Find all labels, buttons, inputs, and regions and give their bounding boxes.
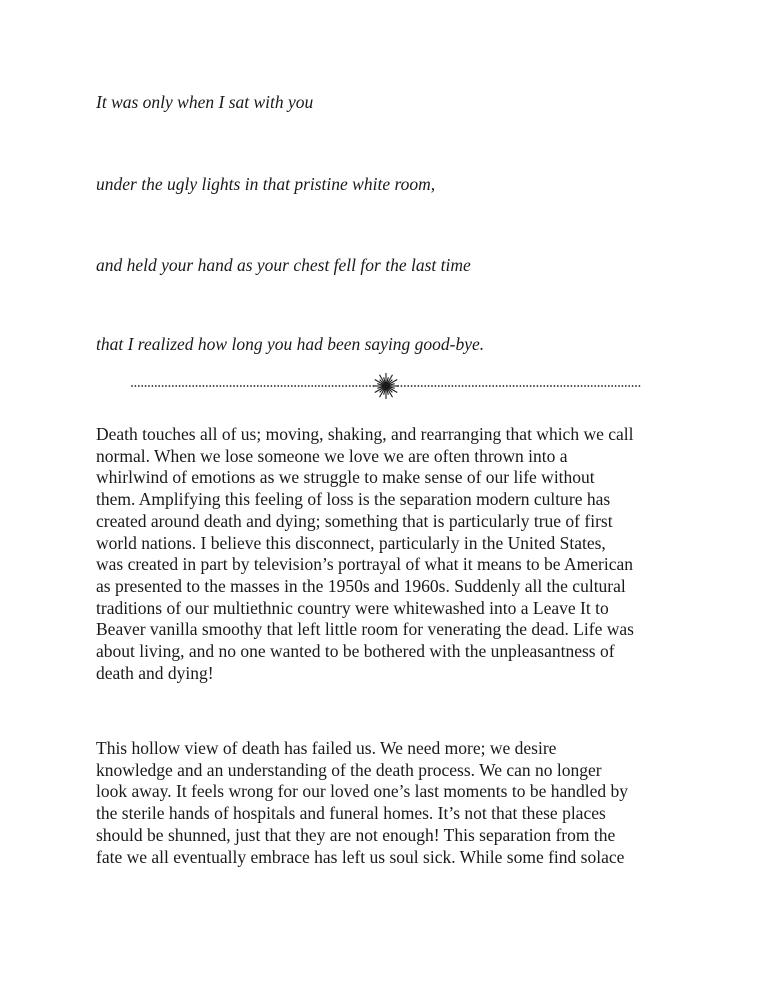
body-paragraph-1 bbox=[96, 424, 681, 684]
paragraph-line: should be shunned, just that they are not enough! This separation from the bbox=[96, 824, 616, 845]
body-paragraph-2 bbox=[96, 738, 681, 868]
paragraph-line: traditions of our multiethnic country were whitewashed into a Leave It to bbox=[96, 597, 609, 618]
poem-line-4: that I realized how long you had been saying good-bye. bbox=[96, 334, 485, 354]
paragraph-line: look away. It feels wrong for our loved one’s last moments to be handled by bbox=[96, 781, 629, 802]
poem-line-1: It was only when I sat with you bbox=[96, 92, 314, 112]
paragraph-line: created around death and dying; something that is particularly true of first bbox=[96, 510, 613, 531]
paragraph-line: Beaver vanilla smoothy that left little room for venerating the dead. Life was bbox=[96, 619, 634, 640]
poem-line-3: and held your hand as your chest fell for the last time bbox=[96, 255, 471, 275]
paragraph-line: normal. When we lose someone we love we are often thrown into a bbox=[96, 445, 568, 466]
paragraph-line: as presented to the masses in the 1950s and 1960s. Suddenly all the cultural bbox=[96, 575, 626, 596]
paragraph-line: whirlwind of emotions as we struggle to make sense of our life without bbox=[96, 467, 595, 488]
paragraph-line: Death touches all of us; moving, shaking, and rearranging that which we call bbox=[96, 424, 634, 444]
paragraph-line: knowledge and an understanding of the death process. We can no longer bbox=[96, 759, 602, 780]
starburst-divider-icon bbox=[130, 371, 642, 401]
paragraph-line: This hollow view of death has failed us. We need more; we desire bbox=[96, 738, 557, 758]
paragraph-line: the sterile hands of hospitals and funeral homes. It’s not that these places bbox=[96, 803, 606, 824]
poem-line-2: under the ugly lights in that pristine white room, bbox=[96, 174, 436, 194]
paragraph-line: them. Amplifying this feeling of loss is the separation modern culture has bbox=[96, 489, 611, 510]
paragraph-line: was created in part by television’s portrayal of what it means to be American bbox=[96, 554, 633, 575]
paragraph-line: death and dying! bbox=[96, 662, 214, 683]
paragraph-line: fate we all eventually embrace has left us soul sick. While some find solace bbox=[96, 846, 625, 867]
paragraph-line: world nations. I believe this disconnect, particularly in the United States, bbox=[96, 532, 606, 553]
paragraph-line: about living, and no one wanted to be bothered with the unpleasantness of bbox=[96, 641, 615, 662]
